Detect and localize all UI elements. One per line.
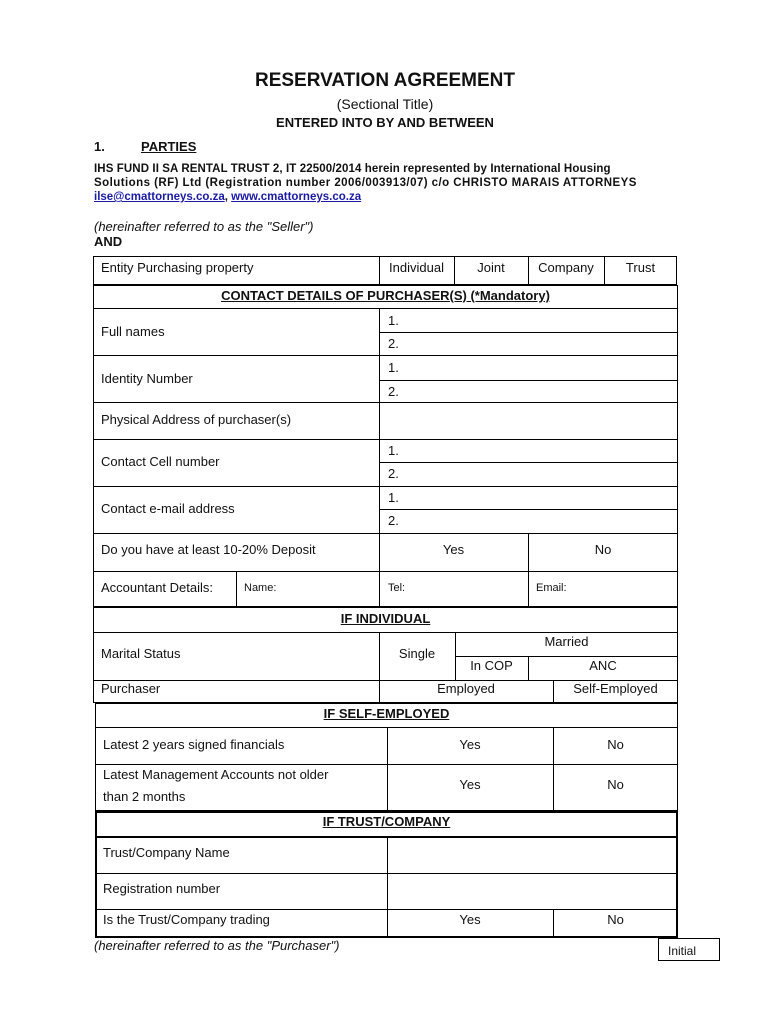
- initial-label: Initial: [668, 944, 697, 958]
- accountant-label: Accountant Details:: [101, 580, 214, 595]
- cell-field-1[interactable]: 1.: [388, 443, 399, 458]
- purchaser-note: (hereinafter referred to as the "Purchaser"): [94, 938, 340, 953]
- trading-no[interactable]: No: [607, 912, 624, 927]
- financials-no[interactable]: No: [607, 737, 624, 752]
- entity-option-trust[interactable]: Trust: [625, 260, 656, 275]
- email-field-2[interactable]: 2.: [388, 513, 399, 528]
- marital-anc[interactable]: ANC: [589, 658, 617, 673]
- page-title: RESERVATION AGREEMENT: [254, 70, 516, 91]
- accountant-tel-field[interactable]: Tel:: [388, 582, 406, 594]
- deposit-no[interactable]: No: [594, 542, 612, 557]
- identity-label: Identity Number: [101, 371, 193, 386]
- contact-heading: CONTACT DETAILS OF PURCHASER(S) (*Mandatory): [221, 288, 550, 303]
- full-names-field-1[interactable]: 1.: [388, 313, 399, 328]
- entity-option-individual[interactable]: Individual: [389, 260, 444, 275]
- seller-email-link[interactable]: ilse@cmattorneys.co.za: [94, 191, 225, 203]
- trading-yes[interactable]: Yes: [459, 912, 481, 927]
- deposit-label: Do you have at least 10-20% Deposit: [101, 542, 316, 557]
- email-field-1[interactable]: 1.: [388, 490, 399, 505]
- mgmt-accounts-label-1: Latest Management Accounts not older: [103, 767, 329, 782]
- registration-field[interactable]: [389, 874, 676, 908]
- address-field[interactable]: [380, 403, 677, 439]
- page-subtitle: (Sectional Title): [336, 96, 434, 112]
- seller-note: (hereinafter referred to as the "Seller"): [94, 219, 314, 234]
- self-employed-heading: IF SELF-EMPLOYED: [323, 706, 450, 721]
- entity-option-company[interactable]: Company: [538, 260, 594, 275]
- trading-label: Is the Trust/Company trading: [103, 912, 270, 927]
- marital-status-label: Marital Status: [101, 646, 181, 661]
- individual-heading: IF INDIVIDUAL: [340, 611, 431, 626]
- trust-name-label: Trust/Company Name: [103, 845, 230, 860]
- cell-field-2[interactable]: 2.: [388, 466, 399, 481]
- address-label: Physical Address of purchaser(s): [101, 412, 292, 427]
- registration-label: Registration number: [103, 881, 221, 896]
- trust-company-heading: IF TRUST/COMPANY: [322, 814, 451, 829]
- parties-heading: PARTIES: [141, 139, 197, 154]
- mgmt-accounts-label-2: than 2 months: [103, 789, 186, 804]
- entered-into-heading: ENTERED INTO BY AND BETWEEN: [276, 115, 494, 130]
- and-label: AND: [94, 234, 123, 249]
- financials-yes[interactable]: Yes: [459, 737, 481, 752]
- purchaser-self-employed[interactable]: Self-Employed: [573, 681, 658, 696]
- marital-in-cop[interactable]: In COP: [470, 658, 513, 673]
- financials-label: Latest 2 years signed financials: [103, 737, 285, 752]
- seller-line-1: IHS FUND II SA RENTAL TRUST 2, IT 22500/2014 herein represented by International Housing: [94, 163, 611, 175]
- marital-married[interactable]: Married: [544, 634, 589, 649]
- identity-field-2[interactable]: 2.: [388, 384, 399, 399]
- deposit-yes[interactable]: Yes: [442, 542, 465, 557]
- identity-field-1[interactable]: 1.: [388, 360, 399, 375]
- accountant-name-field[interactable]: Name:: [244, 582, 277, 594]
- full-names-label: Full names: [101, 324, 165, 339]
- entity-label: Entity Purchasing property: [101, 260, 254, 275]
- link-separator: ,: [224, 191, 228, 203]
- email-label: Contact e-mail address: [101, 501, 235, 516]
- full-names-field-2[interactable]: 2.: [388, 336, 399, 351]
- trust-name-field[interactable]: [389, 838, 676, 872]
- purchaser-label: Purchaser: [101, 681, 161, 696]
- contact-details-table: [93, 285, 678, 607]
- section-number: 1.: [94, 139, 105, 154]
- marital-single[interactable]: Single: [398, 646, 436, 661]
- entity-option-joint[interactable]: Joint: [477, 260, 505, 275]
- purchaser-employed[interactable]: Employed: [437, 681, 495, 696]
- mgmt-accounts-no[interactable]: No: [607, 777, 624, 792]
- mgmt-accounts-yes[interactable]: Yes: [459, 777, 481, 792]
- accountant-email-field[interactable]: Email:: [536, 582, 567, 594]
- seller-line-2: Solutions (RF) Ltd (Registration number 2006/003913/07) c/o CHRISTO MARAIS ATTORNEYS: [94, 177, 637, 189]
- seller-website-link[interactable]: www.cmattorneys.co.za: [231, 191, 362, 203]
- cell-label: Contact Cell number: [101, 454, 220, 469]
